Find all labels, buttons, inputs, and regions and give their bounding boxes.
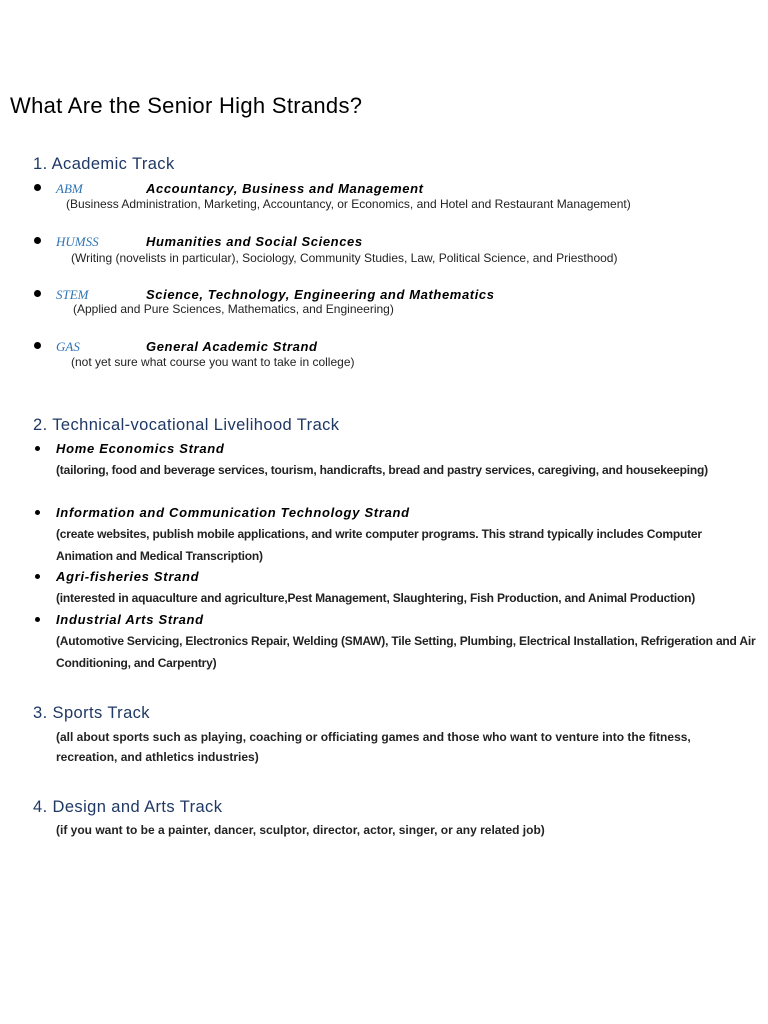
strand-name-ict: Information and Communication Technology Strand <box>56 505 410 520</box>
strand-name-home-economics: Home Economics Strand <box>56 441 225 456</box>
strand-desc-industrial-arts: (Automotive Servicing, Electronics Repair, Welding (SMAW), Tile Setting, Plumbing, Electrical Installation, Refrigeration and Air Conditioning, and Carpentry) <box>56 634 756 670</box>
strand-abbr-gas: GAS <box>56 339 80 354</box>
strand-name-humss: Humanities and Social Sciences <box>146 234 363 249</box>
strand-desc-stem: (Applied and Pure Sciences, Mathematics, and Engineering) <box>73 302 394 316</box>
bullet-icon <box>35 446 40 451</box>
strand-desc-agri-fisheries: (interested in aquaculture and agriculture,Pest Management, Slaughtering, Fish Production, and Animal Production) <box>56 591 696 605</box>
strand-desc-abm: (Business Administration, Marketing, Accountancy, or Economics, and Hotel and Restaurant Management) <box>66 197 631 211</box>
bullet-icon <box>35 617 40 622</box>
strand-name-abm: Accountancy, Business and Management <box>146 181 424 196</box>
strand-desc-home-economics: (tailoring, food and beverage services, tourism, handicrafts, bread and pastry services, caregiving, and housekeeping) <box>56 463 708 477</box>
arts-track-desc: (if you want to be a painter, dancer, sculptor, director, actor, singer, or any related job) <box>56 823 545 837</box>
strand-name-gas: General Academic Strand <box>146 339 318 354</box>
techvoc-track-heading: 2. Technical-vocational Livelihood Track <box>33 416 340 434</box>
strand-name-stem: Science, Technology, Engineering and Mathematics <box>146 287 495 302</box>
bullet-icon <box>34 184 41 191</box>
academic-track-heading: 1. Academic Track <box>33 155 175 173</box>
bullet-icon <box>34 342 41 349</box>
strand-abbr-humss: HUMSS <box>56 234 99 249</box>
bullet-icon <box>34 237 41 244</box>
bullet-icon <box>34 290 41 297</box>
strand-name-agri-fisheries: Agri-fisheries Strand <box>56 569 200 584</box>
strand-abbr-stem: STEM <box>56 287 89 302</box>
strand-desc-gas: (not yet sure what course you want to take in college) <box>71 355 355 369</box>
strand-desc-ict: (create websites, publish mobile applications, and write computer programs. This strand typically includes Computer Animation and Medical Transcription) <box>56 527 702 563</box>
sports-track-desc: (all about sports such as playing, coaching or officiating games and those who want to venture into the fitness, recreation, and athletics industries) <box>56 730 691 764</box>
strand-abbr-abm: ABM <box>56 181 83 196</box>
page-title: What Are the Senior High Strands? <box>10 93 363 118</box>
strand-desc-humss: (Writing (novelists in particular), Sociology, Community Studies, Law, Political Science, and Priesthood) <box>71 251 618 265</box>
sports-track-heading: 3. Sports Track <box>33 704 150 722</box>
arts-track-heading: 4. Design and Arts Track <box>33 798 223 816</box>
strand-name-industrial-arts: Industrial Arts Strand <box>56 612 204 627</box>
bullet-icon <box>35 510 40 515</box>
bullet-icon <box>35 574 40 579</box>
